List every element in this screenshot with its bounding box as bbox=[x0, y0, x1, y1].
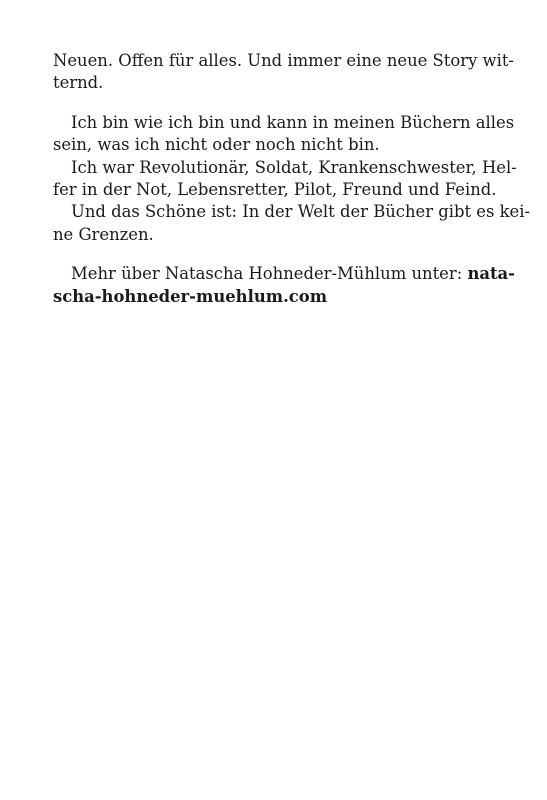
text-line: ne Grenzen. bbox=[53, 224, 154, 244]
website-line bbox=[53, 263, 515, 285]
text-line: Ich war Revolutionär, Soldat, Krankenschwester, Hel- bbox=[71, 157, 517, 177]
website-intro-text: Mehr über Natascha Hohneder-Mühlum unter: bbox=[71, 264, 468, 284]
text-line: fer in der Not, Lebensretter, Pilot, Freund und Feind. bbox=[53, 179, 497, 199]
paragraph-gap bbox=[53, 95, 495, 112]
body-text bbox=[53, 50, 531, 308]
text-line: Neuen. Offen für alles. Und immer eine neue Story wit- bbox=[53, 51, 514, 70]
website-line bbox=[53, 286, 495, 308]
text-line: Ich bin wie ich bin und kann in meinen Büchern alles bbox=[71, 112, 515, 132]
text-line: Und das Schöne ist: In der Welt der Bücher gibt es kei- bbox=[71, 202, 531, 222]
paragraph-gap bbox=[53, 246, 495, 263]
text-line: ternd. bbox=[53, 73, 104, 93]
website-link-part2[interactable]: scha-hohneder-muehlum.com bbox=[53, 286, 328, 306]
text-line: sein, was ich nicht oder noch nicht bin. bbox=[53, 135, 380, 155]
website-link-part1[interactable]: nata- bbox=[467, 264, 515, 284]
